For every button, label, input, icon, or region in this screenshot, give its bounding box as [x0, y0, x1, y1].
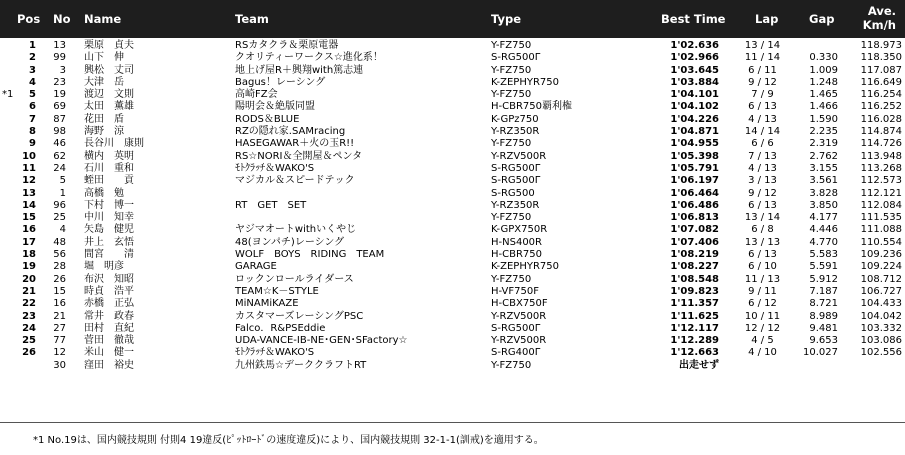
cell-lap: 6 / 8 [751, 224, 774, 236]
cell-name: 下村 博一 [84, 199, 134, 211]
table-row [0, 360, 905, 372]
cell-no: 3 [59, 64, 66, 76]
cell-pos: 13 [22, 187, 36, 199]
cell-type: H-NS400R [491, 236, 542, 248]
cell-pos: 2 [29, 52, 36, 64]
cell-pos: 19 [22, 261, 36, 273]
cell-gap: 4.177 [809, 212, 838, 224]
cell-pos: 24 [22, 322, 36, 334]
table-row [0, 163, 905, 175]
cell-lap: 9 / 12 [748, 76, 777, 88]
cell-pos: 14 [22, 199, 36, 211]
cell-team: MiNAMiKAZE [235, 298, 299, 310]
cell-no: 87 [53, 113, 66, 125]
cell-type: Y-RZ350R [491, 126, 540, 138]
cell-type: S-RG500Γ [491, 175, 541, 187]
cell-best-time: 1'11.357 [670, 298, 719, 310]
footnote: *1 No.19は、国内競技規則 付則4 19違反(ﾋﾟｯﾄﾛｰﾄﾞの速度違反)により、国内競技規則 32-1-1(訓戒)を適用する。 [33, 435, 544, 446]
cell-best-time: 1'11.625 [670, 310, 719, 322]
cell-pos: 26 [22, 347, 36, 359]
cell-pos: 1 [29, 40, 36, 51]
cell-best-time: 1'08.548 [670, 273, 719, 285]
table-row [0, 323, 905, 335]
cell-gap: 0.330 [809, 52, 838, 64]
cell-team: HASEGAWAR＋火の玉R!! [235, 138, 355, 150]
cell-best-time: 1'06.464 [670, 187, 719, 199]
cell-ave-speed: 114.874 [860, 126, 902, 138]
cell-ave-speed: 104.433 [860, 298, 902, 310]
cell-ave-speed: 111.088 [860, 224, 902, 236]
cell-best-time: 1'04.955 [670, 138, 719, 150]
cell-best-time: 1'04.871 [670, 126, 719, 138]
cell-pos: 7 [29, 113, 36, 125]
cell-name: 海野 涼 [84, 126, 124, 138]
cell-best-time: 1'12.117 [670, 322, 719, 334]
cell-gap: 8.721 [809, 298, 838, 310]
cell-team: 高崎FZ会 [235, 89, 278, 101]
cell-ave-speed: 116.252 [860, 101, 902, 113]
cell-name: 田村 直紀 [84, 322, 134, 334]
cell-ave-speed: 104.042 [860, 310, 902, 322]
header-team: Team [235, 12, 269, 26]
table-row [0, 138, 905, 150]
cell-ave-speed: 108.712 [860, 273, 902, 285]
table-row [0, 52, 905, 64]
cell-type: Y-FZ750 [491, 273, 532, 285]
cell-type: Y-FZ750 [491, 89, 532, 101]
cell-name: 栗原 貞夫 [84, 40, 134, 51]
header-ave-speed [863, 4, 896, 32]
cell-gap: 2.235 [809, 126, 838, 138]
cell-best-time: 1'02.636 [670, 40, 719, 51]
cell-name: 間宮 清 [84, 249, 134, 261]
cell-name: 時貞 浩平 [84, 285, 134, 297]
table-row [0, 40, 905, 52]
cell-type: Y-FZ750 [491, 138, 532, 150]
cell-ave-speed: 112.573 [860, 175, 902, 187]
cell-name: 窪田 裕史 [84, 359, 134, 371]
cell-best-time: 1'08.227 [670, 261, 719, 273]
cell-ave-speed: 118.973 [860, 40, 902, 51]
cell-pos: 3 [29, 64, 36, 76]
table-row [0, 311, 905, 323]
cell-type: K-ZEPHYR750 [491, 261, 559, 273]
cell-lap: 6 / 12 [748, 298, 777, 310]
cell-name: 菅田 徹哉 [84, 335, 134, 347]
cell-name: 井上 玄悟 [84, 236, 134, 248]
cell-type: S-RG500Γ [491, 52, 541, 64]
cell-type: Y-RZV500R [491, 150, 547, 162]
table-row [0, 274, 905, 286]
cell-no: 1 [59, 187, 66, 199]
header-no: No [53, 12, 71, 26]
cell-ave-speed: 116.028 [860, 113, 902, 125]
cell-ave-speed: 112.121 [860, 187, 902, 199]
cell-pos: 17 [22, 236, 36, 248]
cell-gap: 1.466 [809, 101, 838, 113]
cell-lap: 10 / 11 [744, 310, 781, 322]
cell-type: H-VF750F [491, 285, 539, 297]
cell-pos: 5 [29, 89, 36, 101]
cell-pos: 6 [29, 101, 36, 113]
cell-ave-speed: 110.554 [860, 236, 902, 248]
table-row [0, 261, 905, 273]
cell-name: 興松 丈司 [84, 64, 134, 76]
cell-pos: 8 [29, 126, 36, 138]
cell-team: RODS＆BLUE [235, 113, 300, 125]
cell-gap: 5.912 [809, 273, 838, 285]
cell-team: ﾓﾄｸﾗｯﾁ＆WAKO'S [235, 347, 315, 359]
cell-best-time: 1'06.197 [670, 175, 719, 187]
cell-gap: 8.989 [809, 310, 838, 322]
cell-pos: 4 [29, 76, 36, 88]
cell-ave-speed: 103.332 [860, 322, 902, 334]
cell-gap: 1.009 [809, 64, 838, 76]
cell-best-time: 1'04.101 [670, 89, 719, 101]
cell-type: Y-FZ750 [491, 40, 532, 51]
cell-lap: 4 / 13 [748, 162, 777, 174]
header-name: Name [84, 12, 122, 26]
cell-gap: 7.187 [809, 285, 838, 297]
footnote-divider [0, 422, 905, 423]
cell-ave-speed: 118.350 [860, 52, 902, 64]
cell-team: RS☆NORI＆全開屋＆ペンタ [235, 150, 363, 162]
cell-ave-speed: 103.086 [860, 335, 902, 347]
cell-lap: 9 / 11 [748, 285, 777, 297]
table-header [0, 0, 905, 38]
cell-lap: 11 / 14 [744, 52, 781, 64]
cell-lap: 3 / 13 [748, 175, 777, 187]
cell-best-time: 出走せず [679, 359, 719, 371]
results-table-body [0, 40, 905, 372]
cell-no: 23 [53, 76, 66, 88]
table-row [0, 237, 905, 249]
cell-type: K-GPX750R [491, 224, 548, 236]
header-gap: Gap [809, 12, 835, 26]
cell-gap: 9.481 [809, 322, 838, 334]
cell-ave-speed: 116.649 [860, 76, 902, 88]
cell-no: 99 [53, 52, 66, 64]
table-row [0, 77, 905, 89]
cell-lap: 7 / 9 [751, 89, 774, 101]
cell-type: H-CBX750F [491, 298, 548, 310]
cell-best-time: 1'02.966 [670, 52, 719, 64]
cell-name: 蛭田 貢 [84, 175, 134, 187]
cell-team: クオリティーワークス☆進化系！ [235, 52, 383, 64]
cell-gap: 4.770 [809, 236, 838, 248]
cell-no: 30 [53, 359, 66, 371]
cell-type: Y-FZ750 [491, 212, 532, 224]
header-type: Type [491, 12, 522, 26]
cell-team: 地上げ屋R＋興翔with篤志連 [235, 64, 364, 76]
header-lap: Lap [755, 12, 779, 26]
cell-pos: 11 [22, 162, 36, 174]
cell-no: 16 [53, 298, 66, 310]
cell-best-time: 1'04.102 [670, 101, 719, 113]
cell-no: 15 [53, 285, 66, 297]
cell-no: 28 [53, 261, 66, 273]
cell-no: 12 [53, 347, 66, 359]
cell-name: 高橋 勉 [84, 187, 124, 199]
cell-gap: 3.850 [809, 199, 838, 211]
header-ave-line1: Ave. [867, 4, 896, 18]
table-row [0, 126, 905, 138]
cell-gap: 1.590 [809, 113, 838, 125]
cell-name: 堀 明彦 [84, 261, 124, 273]
cell-best-time: 1'04.226 [670, 113, 719, 125]
table-row [0, 89, 905, 101]
cell-type: K-ZEPHYR750 [491, 76, 559, 88]
cell-name: 米山 健一 [84, 347, 134, 359]
cell-lap: 13 / 14 [744, 40, 781, 51]
cell-name: 赤橋 正弘 [84, 298, 134, 310]
cell-no: 98 [53, 126, 66, 138]
cell-no: 4 [59, 224, 66, 236]
cell-team: RSカタクラ＆栗原電器 [235, 40, 339, 51]
cell-name: 花田 盾 [84, 113, 124, 125]
cell-type: S-RG500Γ [491, 162, 541, 174]
header-ave-line2: Km/h [862, 18, 896, 32]
cell-pos: 10 [22, 150, 36, 162]
cell-name: 大津 岳 [84, 76, 124, 88]
cell-lap: 7 / 13 [748, 150, 777, 162]
cell-lap: 6 / 11 [748, 64, 777, 76]
cell-type: Y-FZ750 [491, 64, 532, 76]
cell-best-time: 1'12.289 [670, 335, 719, 347]
cell-type: S-RG500Γ [491, 322, 541, 334]
cell-gap: 1.248 [809, 76, 838, 88]
cell-team: WOLF BOYS RIDING TEAM [235, 249, 385, 261]
penalty-mark: *1 [2, 89, 14, 101]
cell-name: 渡辺 文則 [84, 89, 134, 101]
cell-team: カスタマーズレーシングPSC [235, 310, 364, 322]
table-row [0, 335, 905, 347]
cell-gap: 2.762 [809, 150, 838, 162]
cell-no: 69 [53, 101, 66, 113]
table-row [0, 298, 905, 310]
table-row [0, 151, 905, 163]
cell-team: UDA-VANCE-IB-NE･GEN･SFactory☆ [235, 335, 408, 347]
cell-best-time: 1'07.082 [670, 224, 719, 236]
cell-pos: 21 [22, 285, 36, 297]
cell-name: 中川 知幸 [84, 212, 134, 224]
cell-gap: 3.828 [809, 187, 838, 199]
cell-type: Y-RZV500R [491, 310, 547, 322]
cell-no: 56 [53, 249, 66, 261]
table-row [0, 347, 905, 359]
cell-team: 48(ヨンパチ)レーシング [235, 236, 345, 248]
cell-gap: 5.591 [809, 261, 838, 273]
cell-ave-speed: 114.726 [860, 138, 902, 150]
cell-ave-speed: 106.727 [860, 285, 902, 297]
cell-gap: 10.027 [803, 347, 838, 359]
cell-team: GARAGE [235, 261, 277, 273]
cell-gap: 1.465 [809, 89, 838, 101]
cell-team: マジカル＆スピードテック [235, 175, 355, 187]
cell-no: 19 [53, 89, 66, 101]
cell-best-time: 1'03.645 [670, 64, 719, 76]
cell-type: H-CBR750覇利権 [491, 101, 573, 113]
cell-name: 矢島 健児 [84, 224, 134, 236]
cell-best-time: 1'08.219 [670, 249, 719, 261]
cell-team: ロックンロールライダース [235, 273, 354, 285]
cell-lap: 4 / 13 [748, 113, 777, 125]
table-row [0, 212, 905, 224]
table-row [0, 114, 905, 126]
cell-name: 太田 薫雄 [84, 101, 134, 113]
cell-no: 5 [59, 175, 66, 187]
cell-gap: 2.319 [809, 138, 838, 150]
cell-type: Y-RZV500R [491, 335, 547, 347]
cell-lap: 9 / 12 [748, 187, 777, 199]
cell-best-time: 1'09.823 [670, 285, 719, 297]
cell-lap: 12 / 12 [744, 322, 781, 334]
cell-pos: 16 [22, 224, 36, 236]
cell-team: Bagus！レーシング [235, 76, 326, 88]
cell-no: 62 [53, 150, 66, 162]
cell-ave-speed: 112.084 [860, 199, 902, 211]
cell-gap: 9.653 [809, 335, 838, 347]
cell-pos: 23 [22, 310, 36, 322]
cell-ave-speed: 117.087 [860, 64, 902, 76]
table-row [0, 65, 905, 77]
cell-team: RZの隠れ家.SAMracing [235, 126, 346, 138]
cell-name: 長谷川 康則 [84, 138, 144, 150]
cell-ave-speed: 113.268 [860, 162, 902, 174]
cell-no: 48 [53, 236, 66, 248]
cell-best-time: 1'12.663 [670, 347, 719, 359]
cell-best-time: 1'06.813 [670, 212, 719, 224]
cell-gap: 3.561 [809, 175, 838, 187]
cell-name: 布沢 知昭 [84, 273, 134, 285]
header-pos: Pos [17, 12, 41, 26]
cell-pos: 9 [29, 138, 36, 150]
cell-team: 陽明会＆絶版同盟 [235, 101, 315, 113]
cell-lap: 6 / 6 [751, 138, 774, 150]
cell-team: ﾓﾄｸﾗｯﾁ＆WAKO'S [235, 162, 315, 174]
cell-gap: 3.155 [809, 162, 838, 174]
cell-name: 石川 重和 [84, 162, 134, 174]
cell-pos: 25 [22, 335, 36, 347]
table-row [0, 101, 905, 113]
cell-gap: 5.583 [809, 249, 838, 261]
cell-lap: 6 / 13 [748, 199, 777, 211]
table-row [0, 175, 905, 187]
cell-lap: 6 / 13 [748, 101, 777, 113]
cell-pos: 12 [22, 175, 36, 187]
table-row [0, 286, 905, 298]
cell-gap: 4.446 [809, 224, 838, 236]
cell-best-time: 1'06.486 [670, 199, 719, 211]
cell-best-time: 1'05.398 [670, 150, 719, 162]
cell-team: ヤジマオートwithいくやじ [235, 224, 357, 236]
cell-pos: 15 [22, 212, 36, 224]
cell-lap: 4 / 5 [751, 335, 774, 347]
cell-lap: 6 / 13 [748, 249, 777, 261]
cell-no: 24 [53, 162, 66, 174]
cell-no: 46 [53, 138, 66, 150]
cell-team: TEAM☆K－STYLE [235, 285, 319, 297]
cell-name: 横内 英明 [84, 150, 134, 162]
cell-no: 13 [53, 40, 66, 51]
cell-ave-speed: 113.948 [860, 150, 902, 162]
table-row [0, 200, 905, 212]
cell-lap: 13 / 13 [744, 236, 781, 248]
cell-lap: 14 / 14 [744, 126, 781, 138]
cell-name: 山下 伸 [84, 52, 124, 64]
cell-team: RT GET SET [235, 199, 307, 211]
table-row [0, 224, 905, 236]
cell-best-time: 1'03.884 [670, 76, 719, 88]
cell-type: H-CBR750 [491, 249, 543, 261]
cell-lap: 13 / 14 [744, 212, 781, 224]
cell-ave-speed: 116.254 [860, 89, 902, 101]
cell-lap: 6 / 10 [748, 261, 777, 273]
cell-lap: 4 / 10 [748, 347, 777, 359]
cell-type: Y-FZ750 [491, 359, 532, 371]
table-row [0, 188, 905, 200]
cell-type: S-RG400Γ [491, 347, 541, 359]
cell-ave-speed: 111.535 [860, 212, 902, 224]
cell-no: 25 [53, 212, 66, 224]
cell-pos: 18 [22, 249, 36, 261]
cell-no: 27 [53, 322, 66, 334]
cell-type: S-RG500 [491, 187, 535, 199]
cell-pos: 22 [22, 298, 36, 310]
cell-no: 96 [53, 199, 66, 211]
cell-no: 77 [53, 335, 66, 347]
cell-type: K-GPz750 [491, 113, 539, 125]
cell-lap: 11 / 13 [744, 273, 781, 285]
cell-pos: 20 [22, 273, 36, 285]
cell-best-time: 1'07.406 [670, 236, 719, 248]
table-row [0, 249, 905, 261]
cell-no: 26 [53, 273, 66, 285]
cell-team: 九州鉄馬☆デーククラフトRT [235, 359, 367, 371]
header-best-time: Best Time [661, 12, 726, 26]
cell-type: Y-RZ350R [491, 199, 540, 211]
cell-name: 常井 政春 [84, 310, 134, 322]
cell-ave-speed: 109.224 [860, 261, 902, 273]
cell-ave-speed: 102.556 [860, 347, 902, 359]
cell-no: 21 [53, 310, 66, 322]
cell-ave-speed: 109.236 [860, 249, 902, 261]
cell-best-time: 1'05.791 [670, 162, 719, 174]
cell-team: Falco．R&PSEddie [235, 322, 326, 334]
